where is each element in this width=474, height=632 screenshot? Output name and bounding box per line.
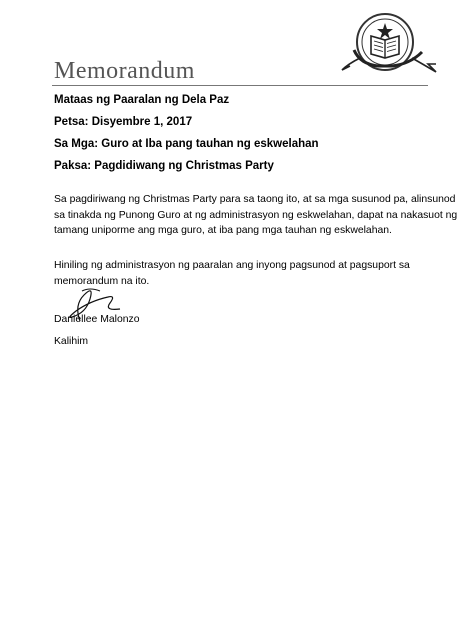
memo-date (54, 116, 192, 128)
memo-recipients (54, 138, 319, 150)
body-paragraph-1 (54, 192, 458, 239)
signatory-name: Daniellee Malonzo (54, 314, 140, 325)
open-book-emblem-icon (338, 6, 438, 78)
memo-recipients-value: Guro at Iba pang tauhan ng eskwelahan (101, 138, 319, 150)
signatory-position: Kalihim (54, 336, 89, 347)
memo-subject-label: Paksa: (54, 160, 92, 172)
memo-from: Mataas ng Paaralan ng Dela Paz (54, 94, 230, 106)
memo-recipients-label: Sa Mga: (54, 138, 99, 150)
memo-subject (54, 160, 274, 172)
body-line: Hiniling ng administrasyon ng paaralan ang inyong pagsunod at pagsuport sa (54, 260, 410, 271)
body-line: sa tinakda ng Punong Guro at ng administrasyon ng eskwelahan, dapat na nakasuot ng (54, 209, 458, 221)
memo-date-label: Petsa: (54, 116, 89, 128)
body-line: tamang uniporme ang mga guro, at iba pang mga tauhan ng eskwelahan. (54, 225, 392, 236)
memo-subject-value: Pagdidiwang ng Christmas Party (94, 160, 274, 172)
memo-title: Memorandum (54, 58, 195, 84)
title-divider (52, 85, 428, 86)
body-line: Sa pagdiriwang ng Christmas Party para sa taong ito, at sa mga susunod pa, alinsunod (54, 194, 456, 205)
memo-date-value: Disyembre 1, 2017 (91, 116, 193, 128)
body-line: memorandum na ito. (54, 275, 150, 287)
